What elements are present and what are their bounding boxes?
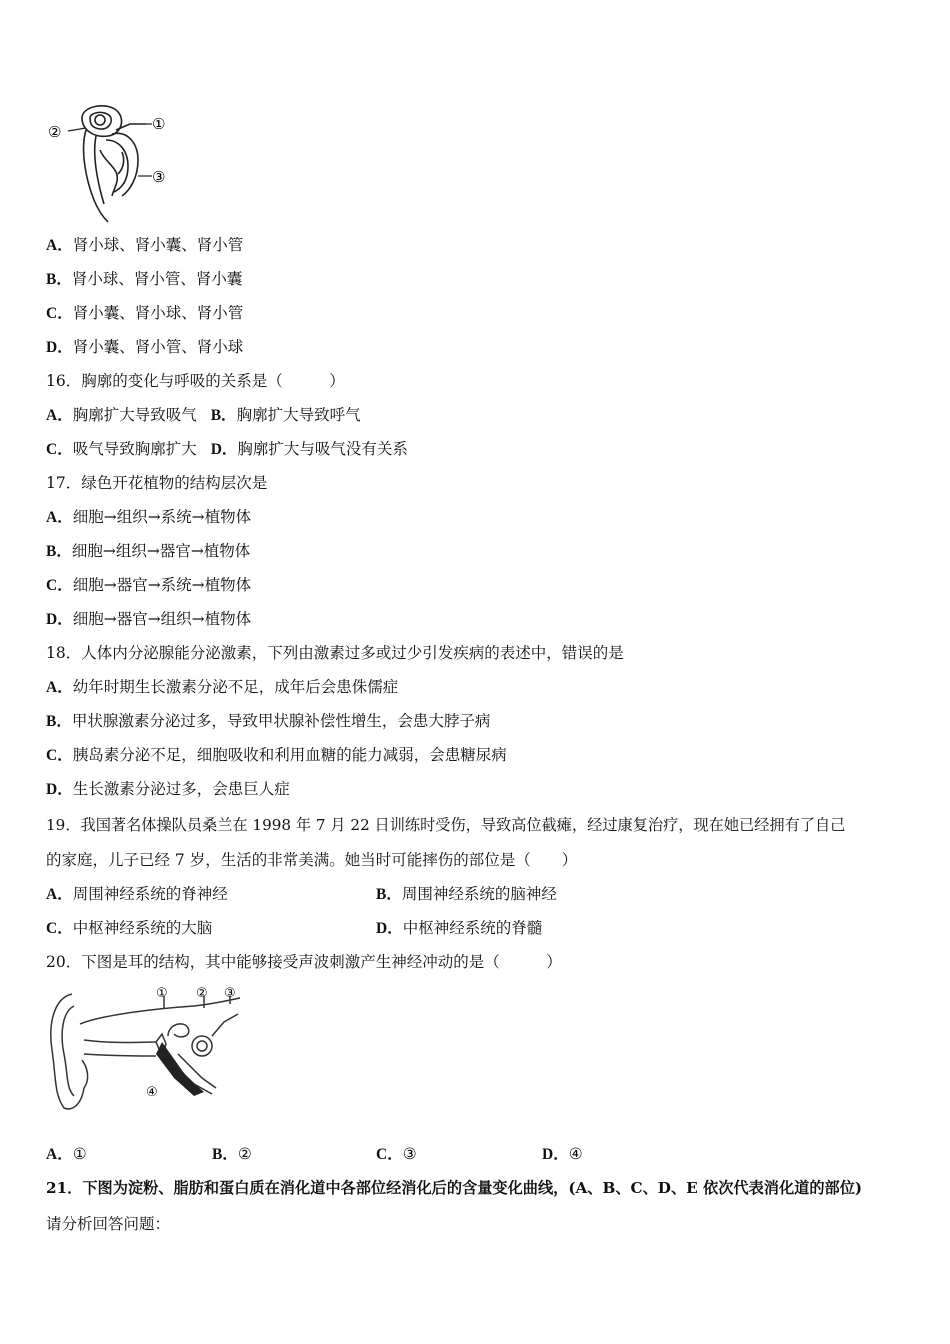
q17-option-a (46, 507, 251, 528)
option-text: 细胞→器官→系统→植物体 (72, 576, 252, 594)
q18-stem: 18．人体内分泌腺能分泌激素，下列由激素过多或过少引发疾病的表述中，错误的是 (46, 644, 624, 662)
option-label: D． (46, 781, 73, 798)
option-label: B． (46, 271, 72, 288)
q19-option-c (46, 918, 212, 939)
option-label: B． (376, 886, 402, 903)
option-label: C． (46, 305, 73, 322)
option-text: 肾小囊、肾小管、肾小球 (72, 338, 244, 356)
q18-option-d (46, 779, 290, 800)
nephron-figure (42, 100, 182, 225)
option-text: 幼年时期生长激素分泌不足，成年后会患侏儒症 (72, 678, 399, 696)
option-label: C． (46, 747, 73, 764)
q16-stem: 16．胸廓的变化与呼吸的关系是（ ） (46, 372, 345, 390)
q17-stem: 17．绿色开花植物的结构层次是 (46, 474, 268, 492)
q15-option-c (46, 303, 243, 324)
option-text: 肾小囊、肾小球、肾小管 (72, 304, 244, 322)
option-text: ① (72, 1145, 87, 1163)
nephron-label-2: ② (48, 123, 62, 141)
option-text: ② (237, 1145, 252, 1163)
option-text: 吸气导致胸廓扩大 (72, 440, 197, 458)
q20-option-a (46, 1144, 87, 1165)
option-text: 中枢神经系统的脊髓 (402, 919, 543, 937)
option-label: B． (212, 1146, 238, 1163)
ear-label-4: ④ (146, 1085, 158, 1100)
option-text: 肾小球、肾小囊、肾小管 (72, 236, 244, 254)
option-label: C． (46, 577, 73, 594)
option-label: A． (46, 886, 73, 903)
option-text: 肾小球、肾小管、肾小囊 (71, 270, 243, 288)
nephron-label-1: ① (152, 115, 166, 133)
option-label: C． (376, 1146, 403, 1163)
option-text: 胰岛素分泌不足，细胞吸收和利用血糖的能力减弱，会患糖尿病 (72, 746, 507, 764)
q16-options-row2 (46, 439, 408, 460)
option-text: 胸廓扩大与吸气没有关系 (237, 440, 408, 458)
option-text: 胸廓扩大导致呼气 (236, 406, 361, 424)
q17-option-b (46, 541, 250, 562)
option-text: 细胞→组织→系统→植物体 (72, 508, 252, 526)
option-label: D． (376, 920, 403, 937)
option-label: D． (46, 339, 73, 356)
option-label: D． (542, 1146, 569, 1163)
q19-option-b (376, 884, 557, 905)
q18-option-a (46, 677, 398, 698)
ear-label-2: ② (196, 986, 208, 1001)
option-label: C． (46, 441, 73, 458)
ear-label-3: ③ (224, 986, 236, 1001)
q21-stem-line2: 请分析回答问题： (46, 1215, 171, 1233)
option-text: 周围神经系统的脑神经 (401, 885, 557, 903)
option-label: D． (210, 441, 238, 458)
option-text: 甲状腺激素分泌过多，导致甲状腺补偿性增生，会患大脖子病 (71, 712, 491, 730)
option-label: A． (46, 237, 73, 254)
q18-option-c (46, 745, 507, 766)
q16-options-row1 (46, 405, 361, 426)
option-label: B． (210, 407, 237, 424)
option-label: B． (46, 713, 72, 730)
q17-option-d (46, 609, 251, 630)
option-label: A． (46, 407, 73, 424)
q21-stem-line1: 21．下图为淀粉、脂肪和蛋白质在消化道中各部位经消化后的含量变化曲线，(A、B、C、D、E 依次代表消化道的部位) (46, 1179, 863, 1197)
q18-option-b (46, 711, 490, 732)
q20-option-c (376, 1144, 417, 1165)
nephron-label-3: ③ (152, 168, 166, 186)
option-label: A． (46, 509, 73, 526)
option-text: ③ (402, 1145, 417, 1163)
q15-option-b (46, 269, 242, 290)
option-text: 细胞→组织→器官→植物体 (71, 542, 251, 560)
q19-stem-line2: 的家庭，儿子已经 7 岁，生活的非常美满。她当时可能摔伤的部位是（ ） (46, 851, 578, 869)
option-text: 生长激素分泌过多，会患巨人症 (72, 780, 290, 798)
q15-option-d (46, 337, 243, 358)
option-text: 细胞→器官→组织→植物体 (72, 610, 252, 628)
option-text: 周围神经系统的脊神经 (72, 885, 228, 903)
q19-option-a (46, 884, 228, 905)
q20-option-d (542, 1144, 583, 1165)
option-label: D． (46, 611, 73, 628)
option-text: ④ (568, 1145, 583, 1163)
option-text: 胸廓扩大导致吸气 (72, 406, 197, 424)
q15-option-a (46, 235, 243, 256)
q19-option-d (376, 918, 542, 939)
option-label: A． (46, 679, 73, 696)
ear-figure (44, 984, 244, 1116)
q20-stem: 20．下图是耳的结构，其中能够接受声波刺激产生神经冲动的是（ ） (46, 953, 562, 971)
option-label: A． (46, 1146, 73, 1163)
q17-option-c (46, 575, 251, 596)
option-label: C． (46, 920, 73, 937)
ear-label-1: ① (156, 986, 168, 1001)
option-text: 中枢神经系统的大脑 (72, 919, 213, 937)
option-label: B． (46, 543, 72, 560)
q19-stem-line1: 19．我国著名体操队员桑兰在 1998 年 7 月 22 日训练时受伤，导致高位截瘫，经过康复治疗，现在她已经拥有了自己 (46, 816, 846, 834)
q20-option-b (212, 1144, 252, 1165)
